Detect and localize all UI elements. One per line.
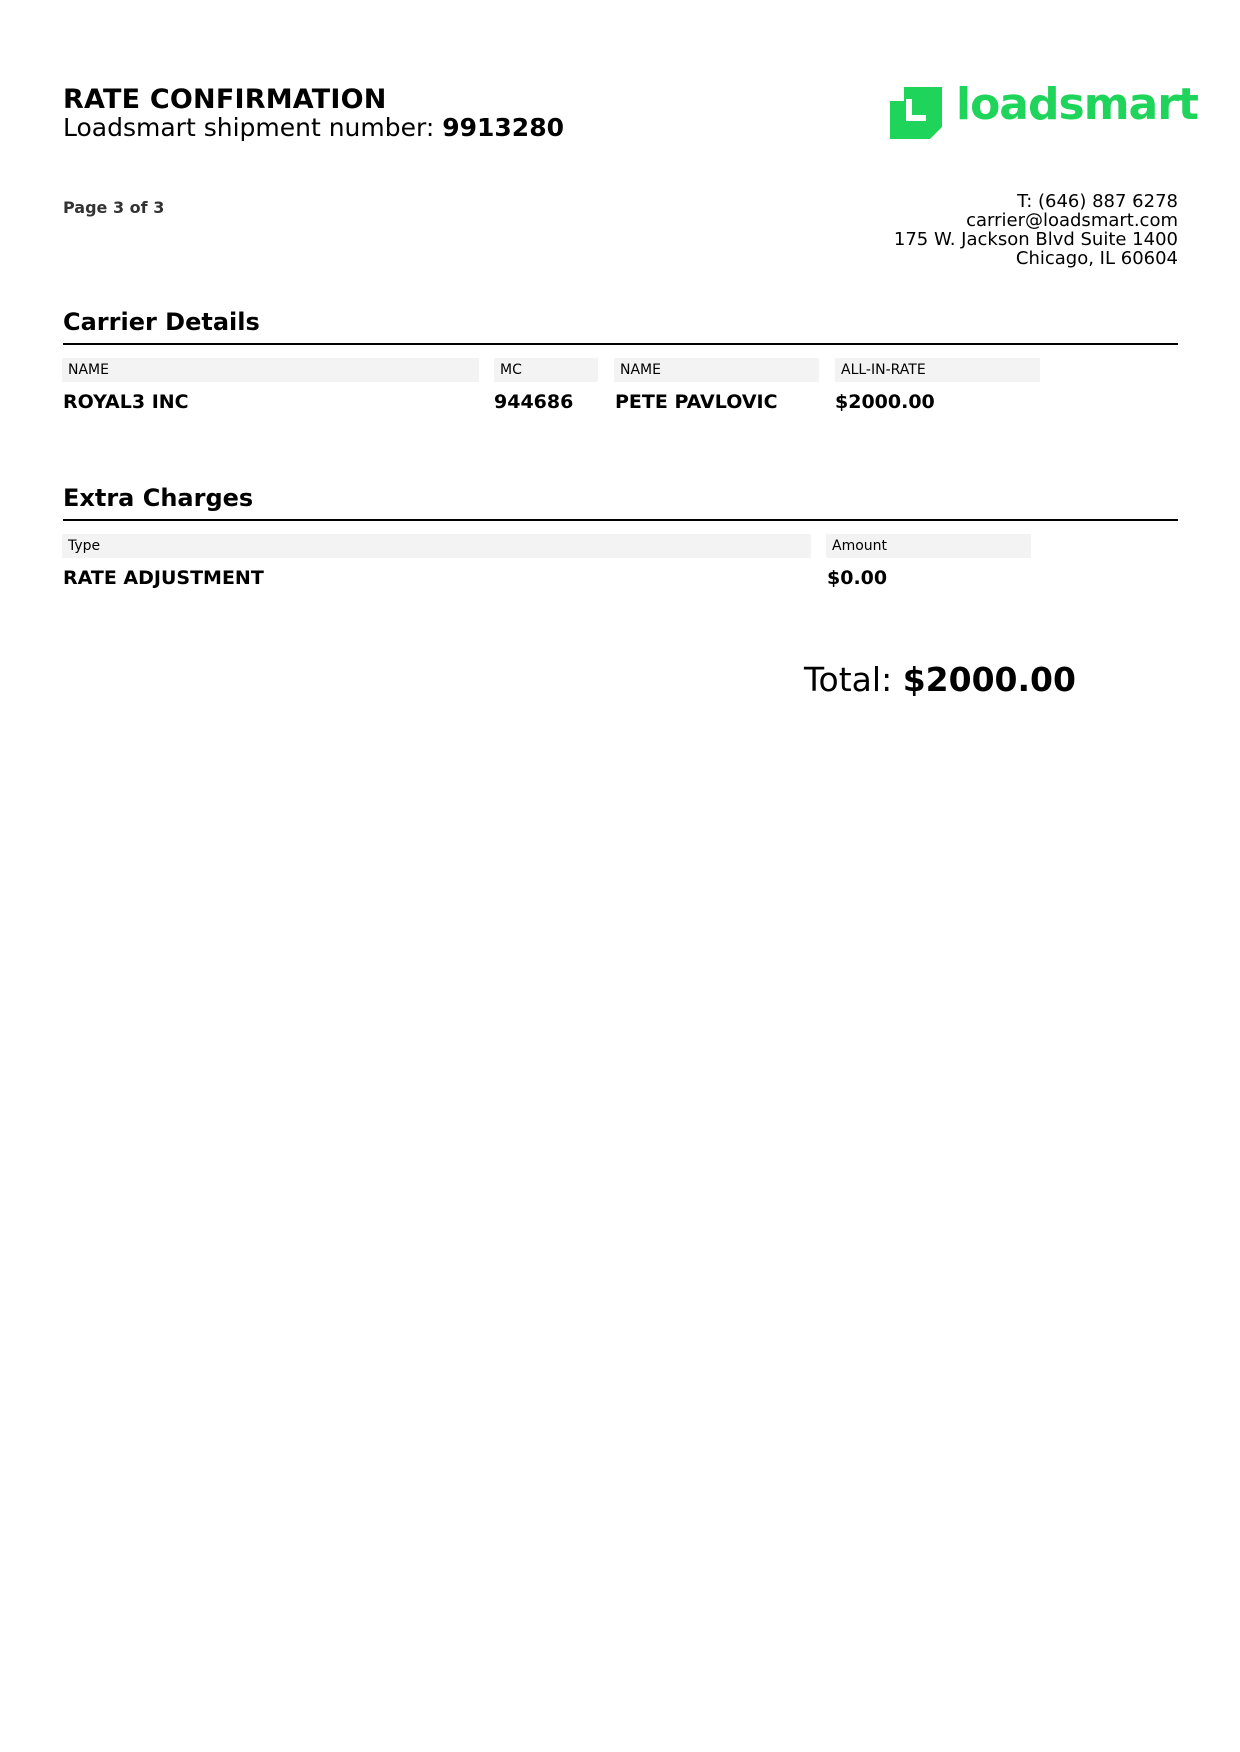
extra-charges-header-type: Type <box>62 534 811 558</box>
logo-wordmark: loadsmart <box>956 79 1198 130</box>
contact-block <box>894 192 1178 268</box>
shipment-number-label: Loadsmart shipment number: <box>63 113 435 142</box>
carrier-name-value: ROYAL3 INC <box>63 391 189 413</box>
extra-charge-type-value: RATE ADJUSTMENT <box>63 567 264 589</box>
loadsmart-logo-icon <box>890 87 942 139</box>
carrier-details-divider <box>63 343 1178 345</box>
contact-phone: T: (646) 887 6278 <box>1017 191 1178 212</box>
page-number: Page 3 of 3 <box>63 198 165 217</box>
loadsmart-logo <box>890 79 1198 142</box>
document-title: RATE CONFIRMATION <box>63 84 387 115</box>
carrier-header-name: NAME <box>62 358 479 382</box>
extra-charge-amount-value: $0.00 <box>827 567 888 589</box>
contact-address-line2: Chicago, IL 60604 <box>1015 248 1178 269</box>
carrier-all-in-rate-value: $2000.00 <box>835 391 935 413</box>
contact-email: carrier@loadsmart.com <box>966 210 1178 231</box>
carrier-header-contact-name: NAME <box>614 358 819 382</box>
shipment-number: 9913280 <box>442 113 564 142</box>
shipment-number-line <box>63 113 564 142</box>
carrier-header-all-in-rate: ALL-IN-RATE <box>835 358 1040 382</box>
extra-charges-header-amount: Amount <box>826 534 1031 558</box>
total-amount: $2000.00 <box>902 660 1076 699</box>
total-label: Total: <box>804 660 893 699</box>
total <box>804 660 1076 699</box>
contact-address-line1: 175 W. Jackson Blvd Suite 1400 <box>893 229 1178 250</box>
carrier-details-title: Carrier Details <box>63 308 260 336</box>
extra-charges-title: Extra Charges <box>63 484 254 512</box>
carrier-mc-value: 944686 <box>494 391 574 413</box>
carrier-header-mc: MC <box>494 358 598 382</box>
extra-charges-divider <box>63 519 1178 521</box>
carrier-contact-name-value: PETE PAVLOVIC <box>615 391 778 413</box>
